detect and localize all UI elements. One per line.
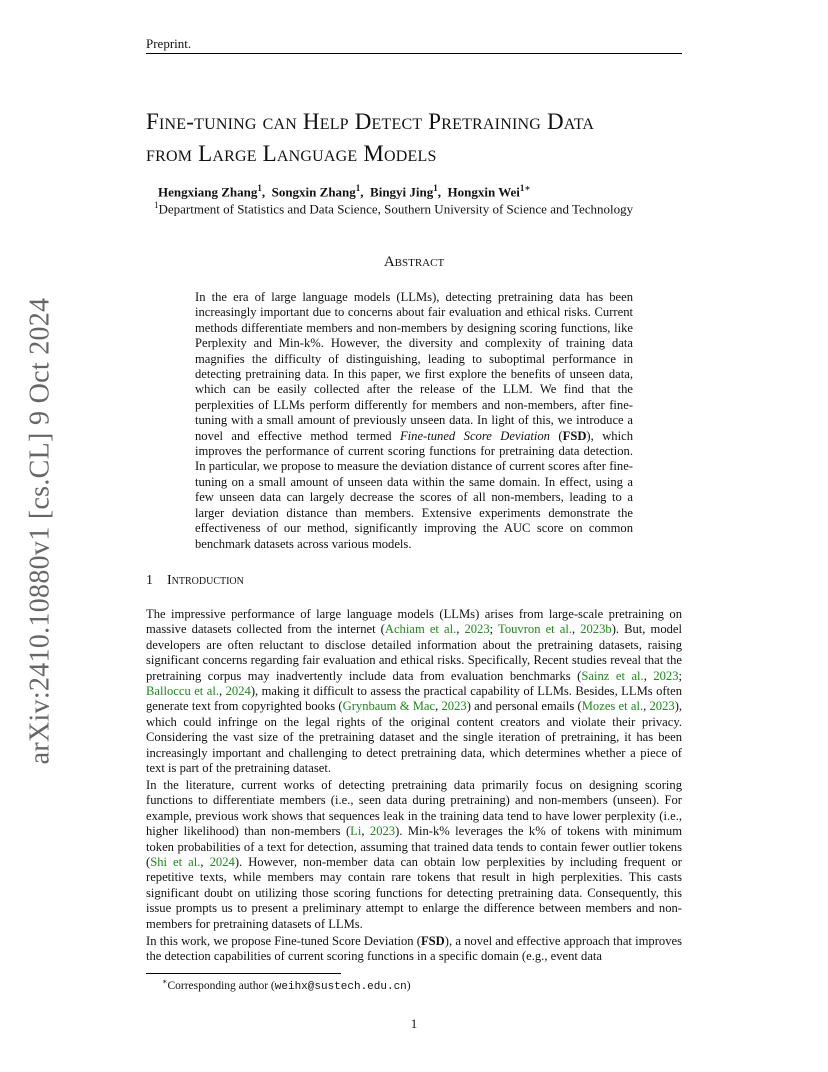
- abstract-text: (: [549, 428, 563, 443]
- author-mark: 1: [355, 183, 361, 193]
- method-name-italic: Fine-tuned Score Deviation: [399, 428, 550, 443]
- footnote-text: Corresponding author (: [167, 979, 275, 992]
- text: ) and personal emails (: [466, 699, 582, 714]
- title-line-1: Fine-tuning can Help Detect Pretraining Data: [146, 109, 595, 134]
- text: ). However, non-member data can obtain low perplexities by including frequent or repetitive texts, while members may contain rare tokens that result in high perplexities. This casts significant doubt on utilizing those scoring functions for detecting pretraining data. Consequently, this issue prompts us to present a preliminary attempt to enlarge the difference between members and non-members for pretraining datasets of LLMs.: [146, 855, 682, 931]
- text: The impressive performance of large language models (LLMs) arises from large-scale pretraining on massive datasets collected from the internet (: [146, 607, 682, 637]
- text: In this work, we propose Fine-tuned Score Deviation (: [146, 934, 421, 948]
- paper-title: [146, 106, 706, 170]
- text: ,: [435, 699, 442, 714]
- text: ,: [456, 622, 465, 637]
- text: In the literature, current works of detecting pretraining data primarily focus on designing scoring functions to differentiate members (i.e., seen data during pretraining) and non-members (unseen). For example, previous work shows that sequences leak in the training data tend to have lower perplexity (i.e., higher likelihood) than non-members (: [146, 778, 682, 839]
- section-heading: [146, 573, 244, 589]
- arxiv-watermark: [20, 296, 60, 766]
- citation-link[interactable]: Li: [350, 824, 362, 839]
- text: ;: [489, 622, 498, 637]
- section-title: Introduction: [167, 573, 244, 588]
- affiliation-text: Department of Statistics and Data Science, Southern University of Science and Technology: [158, 201, 634, 217]
- citation-link[interactable]: Shi et al.: [150, 855, 201, 870]
- running-header: Preprint.: [146, 36, 192, 51]
- citation-year-link[interactable]: 2023: [653, 668, 679, 683]
- affiliation: [154, 200, 633, 217]
- citation-year-link[interactable]: 2023: [369, 824, 396, 839]
- footnote-mark: ∗: [162, 977, 168, 986]
- author-name: Songxin Zhang: [271, 184, 356, 200]
- author-name: Bingyi Jing: [370, 184, 434, 200]
- citation-link[interactable]: Achiam et al.: [384, 622, 457, 637]
- author-mark: 1∗: [519, 183, 531, 193]
- intro-paragraph-3: [146, 934, 682, 965]
- email-link[interactable]: weihx@sustech.edu.cn: [274, 980, 407, 993]
- footnote-rule: [146, 973, 341, 974]
- text: ,: [219, 684, 226, 699]
- text: ). Min-k% leverages the k% of tokens with minimum token probabilities of a text for detection, assuming that trained data tends to contain fewer outlier tokens (: [146, 824, 683, 870]
- author-mark: 1: [257, 183, 262, 193]
- citation-link[interactable]: Mozes et al.: [581, 699, 644, 714]
- citation-year-link[interactable]: 2024: [225, 684, 251, 699]
- affiliation-mark: 1: [154, 200, 159, 210]
- section-number: 1: [146, 573, 153, 588]
- citation-link[interactable]: Grynbaum & Mac: [342, 699, 436, 714]
- citation-link[interactable]: Balloccu et al.: [146, 684, 220, 699]
- footnote-text: ): [406, 979, 411, 992]
- text: ), a novel and effective approach that improves the detection capabilities of current scoring functions in a specific domain (e.g., event data: [146, 934, 682, 964]
- text: ,: [571, 622, 581, 637]
- citation-link[interactable]: Sainz et al.: [581, 668, 644, 683]
- text: ,: [643, 699, 650, 714]
- citation-year-link[interactable]: 2024: [209, 855, 235, 870]
- citation-year-link[interactable]: 2023: [464, 622, 490, 637]
- header-rule: [146, 53, 682, 54]
- intro-paragraph-1: [146, 607, 682, 776]
- page-number: 1: [410, 1016, 418, 1031]
- text: ). But, model developers are often reluctant to disclose detailed information about the pretraining datasets, raising significant concerns regarding fair evaluation and ethical risks. Specifically, Recent studies reveal that the pretraining corpus may inadvertently include data from evaluation benchmarks (: [146, 622, 683, 683]
- method-acronym: FSD: [562, 428, 587, 443]
- abstract-body: [195, 290, 633, 552]
- citation-year-link[interactable]: 2023b: [580, 622, 612, 637]
- text: ,: [361, 824, 370, 839]
- footnote: [162, 977, 411, 993]
- text: ), which could infringe on the legal rights of the original content creators and violate their privacy. Considering the vast size of the pretraining dataset and the single iteration of pretraining, it has been increasingly important and challenging to detect pretraining data, which determines whether a piece of text is part of the pretraining dataset.: [146, 699, 683, 776]
- author-name: Hongxin Wei: [447, 184, 520, 200]
- text: ,: [200, 855, 210, 870]
- abstract-heading: Abstract: [383, 254, 445, 270]
- intro-paragraph-2: [146, 778, 682, 932]
- abstract-text: In the era of large language models (LLMs), detecting pretraining data has been increasingly important due to concerns about fair evaluation and ethical risks. Current methods differentiate members and non-members by designing scoring functions, like Perplexity and Min-k%. However, the diversity and complexity of training data magnifies the difficulty of distinguishing, leading to suboptimal performance in detecting pretraining data. In this paper, we first explore the benefits of unseen data, which can be easily collected after the release of the LLM. We find that the perplexities of LLMs perform differently for members and non-members, after fine-tuning with a small amount of previously unseen data. In light of this, we introduce a novel and effective method termed: [195, 290, 633, 443]
- author-list: Hengxiang Zhang$^1$, Songxin Zhang$^1$, Bingyi Jing$^1$, Hongxin Wei$^{1∗}$: [158, 183, 531, 200]
- author-name: Hengxiang Zhang: [158, 184, 258, 200]
- text: ), making it difficult to assess the practical capability of LLMs. Besides, LLMs often generate text from copyrighted books (: [146, 684, 682, 714]
- method-acronym: FSD: [420, 934, 445, 948]
- text: ;: [678, 668, 683, 683]
- arxiv-identifier: arXiv:2410.10880v1 [cs.CL] 9 Oct 2024: [24, 297, 55, 765]
- citation-year-link[interactable]: 2023: [649, 699, 675, 714]
- citation-link[interactable]: Touvron et al.: [498, 622, 572, 637]
- author-mark: 1: [433, 183, 438, 193]
- text: ,: [643, 668, 654, 683]
- title-line-2: from Large Language Models: [146, 141, 437, 166]
- abstract-text: ), which improves the performance of current scoring functions for pretraining data detection. In particular, we propose to measure the deviation distance of current scores after fine-tuning on a small amount of unseen data within the same domain. In effect, using a few unseen data can largely decrease the scores of all non-members, leading to a larger deviation distance than members. Extensive experiments demonstrate the effectiveness of our method, significantly improving the AUC score on common benchmark datasets across various models.: [195, 428, 633, 551]
- citation-year-link[interactable]: 2023: [441, 699, 467, 714]
